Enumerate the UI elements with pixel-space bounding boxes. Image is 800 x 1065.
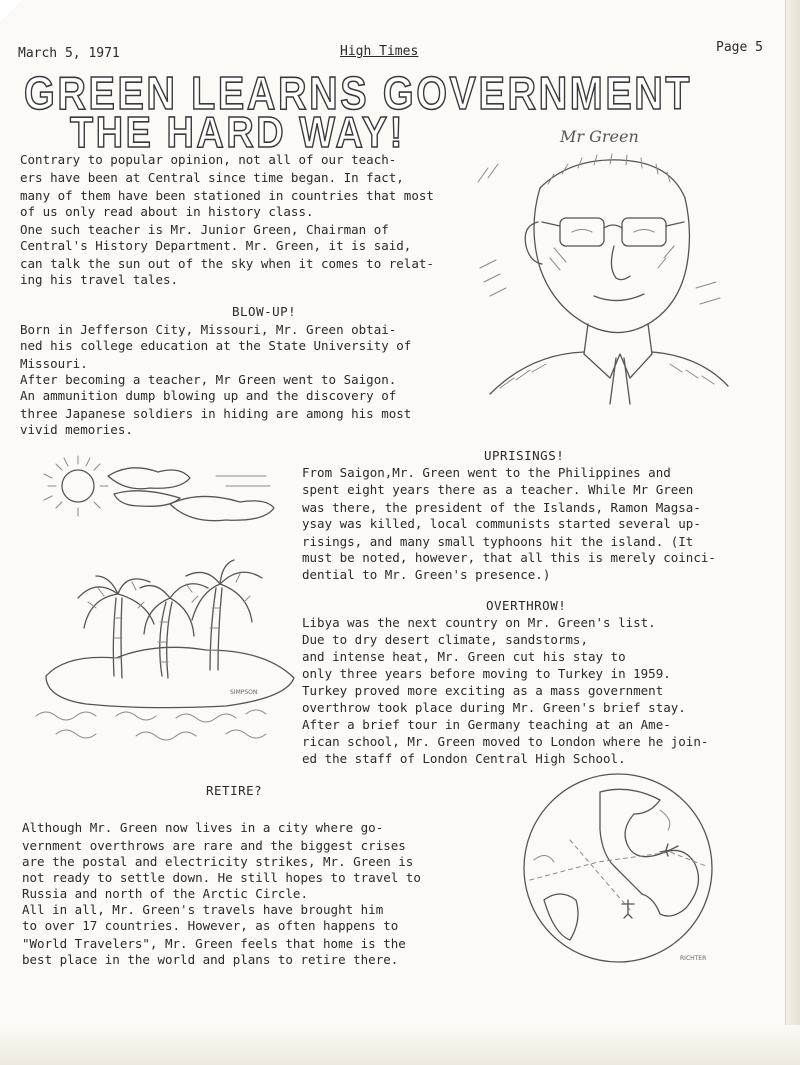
text-line: spent eight years there as a teacher. While Mr Green [302,482,694,497]
text-line: only three years before moving to Turkey in 1959. [302,666,671,681]
text-line: ned his college education at the State University of [20,338,412,353]
text-line: not ready to settle down. He still hopes to travel to [22,870,421,885]
text-line: to over 17 countries. However, as often happens to [22,918,399,933]
page-number: Page 5 [716,40,763,55]
island-sketch [26,558,306,748]
text-line: risings, and many small typhoons hit the island. (It [302,534,694,549]
text-line: Russia and north of the Arctic Circle. [22,886,308,901]
text-line: Missouri. [20,356,88,371]
text-line: was there, the president of the Islands, Ramon Magsa- [302,500,701,515]
text-line: After becoming a teacher, Mr Green went to Saigon. [20,372,397,387]
text-line: ed the staff of London Central High School. [302,751,626,766]
text-line: Turkey proved more exciting as a mass government [302,683,664,698]
text-line: vivid memories. [20,422,133,437]
subheading-retire: RETIRE? [206,783,263,798]
text-line: One such teacher is Mr. Junior Green, Chairman of [20,222,389,237]
portrait-caption: Mr Green [560,127,639,146]
text-line: ers have been at Central since time began. In fact, [20,170,404,185]
corner-fold [0,0,22,22]
text-line: Central's History Department. Mr. Green, it is said, [20,238,412,253]
text-line: many of them have been stationed in countries that most [20,188,434,203]
issue-date: March 5, 1971 [18,46,120,61]
text-line: of us only read about in history class. [20,204,314,219]
island-signature: SIMPSON [230,689,258,696]
subheading-uprisings: UPRISINGS! [484,448,565,463]
text-line: can talk the sun out of the sky when it comes to relat- [20,256,434,271]
portrait-sketch [470,118,735,408]
text-line: and intense heat, Mr. Green cut his stay to [302,649,626,664]
text-line: three Japanese soldiers in hiding are among his most [20,406,412,421]
text-line: are the postal and electricity strikes, Mr. Green is [22,854,414,869]
text-line: vernment overthrows are rare and the biggest crises [22,838,406,853]
publication-name: High Times [340,44,419,59]
subheading-blow-up: BLOW-UP! [232,304,297,319]
text-line: ysay was killed, local communists started several up- [302,516,701,531]
text-line: dential to Mr. Green's presence.) [302,567,551,582]
text-line: ing his travel tales. [20,272,179,287]
text-line: All in all, Mr. Green's travels have brought him [22,902,384,917]
text-line: After a brief tour in Germany teaching at an Ame- [302,717,671,732]
text-line: Born in Jefferson City, Missouri, Mr. Green obtai- [20,322,397,337]
text-line: overthrow took place during Mr. Green's brief stay. [302,700,686,715]
text-line: rican school, Mr. Green moved to London where he join- [302,734,709,749]
page-bottom-shadow [0,1025,800,1065]
page-edge [785,0,800,1065]
headline-line-2: THE HARD WAY! [70,108,405,157]
text-line: Although Mr. Green now lives in a city where go- [22,820,384,835]
text-line: Contrary to popular opinion, not all of our teach- [20,152,397,167]
text-line: must be noted, however, that all this is merely coinci- [302,550,716,565]
headline-line-1: GREEN LEARNS GOVERNMENT [24,67,693,119]
text-line: "World Travelers", Mr. Green feels that home is the [22,936,406,951]
sun-clouds-sketch [30,446,300,536]
text-line: From Saigon,Mr. Green went to the Philippines and [302,465,671,480]
globe-signature: RICHTER [680,955,707,962]
text-line: An ammunition dump blowing up and the discovery of [20,388,397,403]
globe-sketch [510,770,725,970]
text-line: Libya was the next country on Mr. Green's list. [302,615,656,630]
text-line: Due to dry desert climate, sandstorms, [302,632,588,647]
text-line: best place in the world and plans to retire there. [22,952,399,967]
subheading-overthrow: OVERTHROW! [486,598,567,613]
